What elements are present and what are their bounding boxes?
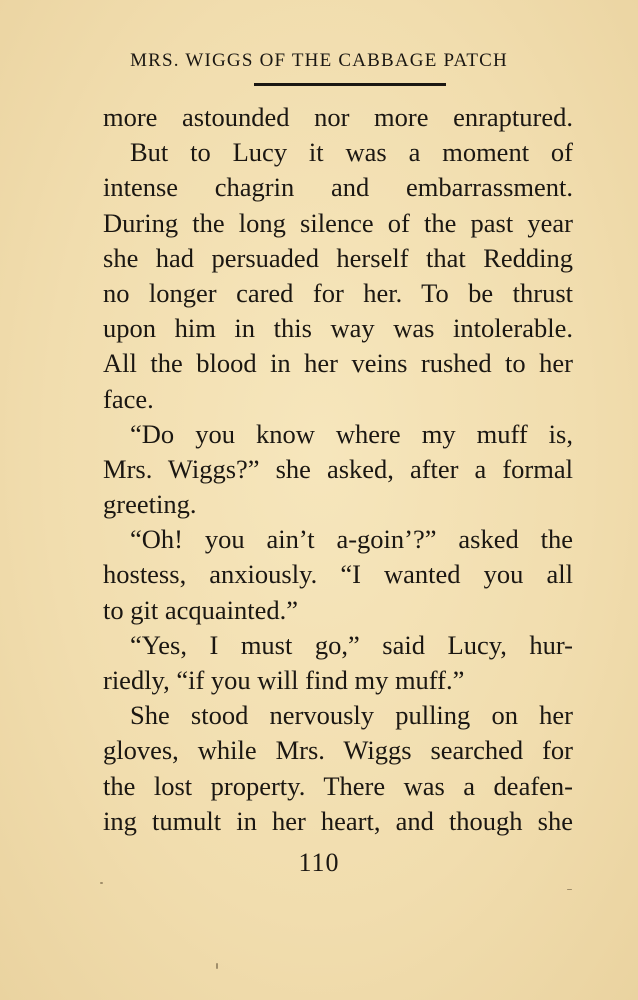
text-line: intense chagrin and embarrassment.: [103, 172, 573, 203]
text-line: she had persuaded herself that Redding: [103, 242, 573, 273]
text-line: “Yes, I must go,” said Lucy, hur-: [130, 629, 573, 660]
text-line: upon him in this way was intolerable.: [103, 313, 573, 344]
paper-speck: [100, 882, 103, 884]
text-line: “Do you know where my muff is,: [130, 418, 573, 449]
text-line: Mrs. Wiggs?” she asked, after a formal: [103, 453, 573, 484]
running-head: MRS. WIGGS OF THE CABBAGE PATCH: [130, 50, 508, 71]
body-text: [103, 100, 573, 839]
text-line: riedly, “if you will find my muff.”: [103, 665, 465, 695]
text-line: face.: [103, 383, 154, 414]
paper-speck: [216, 963, 218, 969]
text-line: ing tumult in her heart, and though she: [103, 805, 573, 836]
text-line: hostess, anxiously. “I wanted you all: [103, 559, 573, 590]
text-line: She stood nervously pulling on her: [130, 700, 573, 731]
page-number: 110: [298, 848, 340, 877]
text-line: no longer cared for her. To be thrust: [103, 277, 573, 308]
text-line: greeting.: [103, 489, 197, 520]
text-line: “Oh! you ain’t a-goin’?” asked the: [130, 524, 573, 555]
paper-speck: [567, 889, 572, 890]
header-rule: [254, 83, 446, 86]
text-line: more astounded nor more enraptured.: [103, 102, 573, 132]
text-line: the lost property. There was a deafen-: [103, 770, 573, 801]
text-line: All the blood in her veins rushed to her: [103, 348, 573, 379]
text-line: But to Lucy it was a moment of: [130, 137, 573, 168]
text-line: to git acquainted.”: [103, 594, 298, 625]
text-line: gloves, while Mrs. Wiggs searched for: [103, 735, 573, 766]
text-line: During the long silence of the past year: [103, 207, 573, 238]
